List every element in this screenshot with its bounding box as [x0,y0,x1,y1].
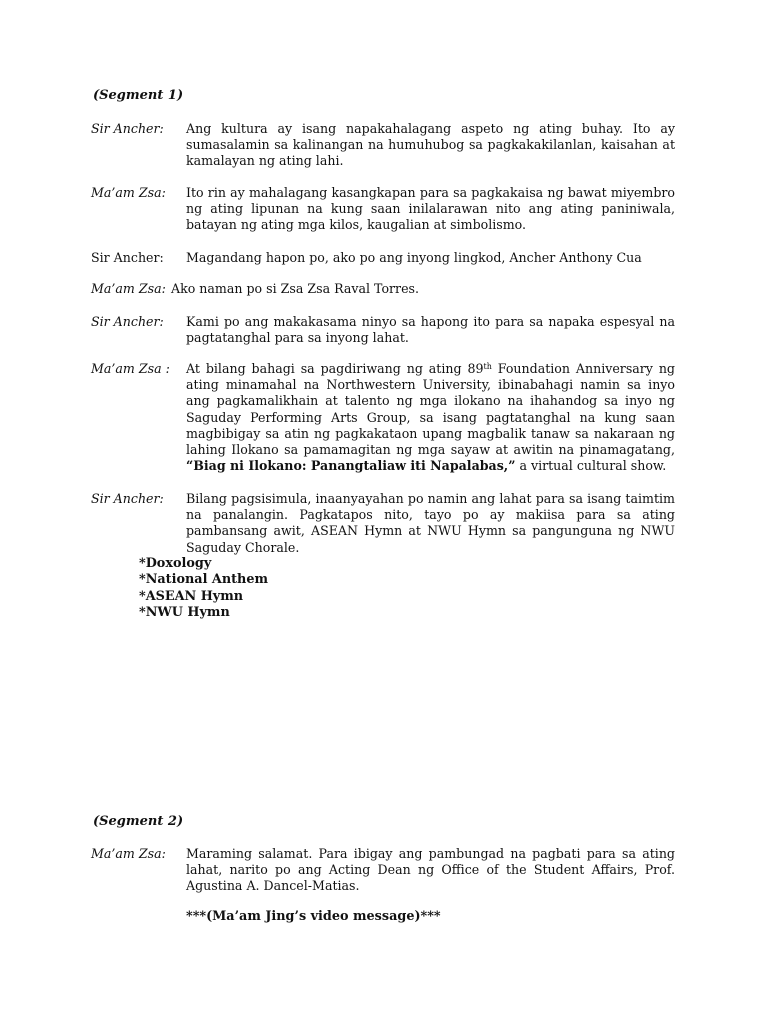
dialogue-entry [91,281,675,298]
anthem-item: *ASEAN Hymn [139,588,244,604]
speaker-label: Sir Ancher: [91,491,164,506]
anthem-list [139,556,268,622]
dialogue-entry [91,250,675,266]
speaker-label: Sir Ancher: [91,121,164,136]
ordinal-suffix: th [483,362,492,371]
dialogue-entry [91,361,675,474]
dialogue-text: Ang kultura ay isang napakahalagang aspeto ng ating buhay. Ito ay sumasalamin sa kalinangan na humuhubog sa pagkakakilanlan, kaisahan at kamalayan ng ating lahi. [186,121,675,169]
dialogue-text: Ako naman po si Zsa Zsa Raval Torres. [171,281,419,296]
dialogue-entry [91,491,675,556]
anthem-item: *NWU Hymn [139,605,230,621]
speaker-label: Ma’am Zsa : [91,361,170,376]
dialogue-text: Bilang pagsisimula, inaanyayahan po namin ang lahat para sa isang taimtim na panalangin. Pagkatapos nito, tayo po ay makiisa para sa ating pambansang awit, ASEAN Hymn at NWU Hymn sa pangunguna ng NWU Saguday Chorale. [186,491,675,555]
segment-2-heading: (Segment 2) [93,814,184,829]
speaker-label: Sir Ancher: [91,314,164,329]
speaker-label: Ma’am Zsa: [91,281,166,296]
dialogue-text-part: Foundation Anniversary ng ating minamahal na Northwestern University, ibinabahagi namin sa inyo ang pagkamalikhain at talento ng mga ilokano na ihahandog sa inyo ng Saguday Performing Arts Group, sa isang pagtatanghal na kung saan magbibigay sa atin ng pagkakataon upang magbalik tanaw sa nakaraan ng lahing Ilokano sa pamamagitan ng mga sayaw at awitin na pinamagatang, [186,361,675,458]
dialogue-text: Magandang hapon po, ako po ang inyong lingkod, Ancher Anthony Cua [186,250,642,265]
dialogue-text: Kami po ang makakasama ninyo sa hapong ito para sa napaka espesyal na pagtatanghal para sa inyong lahat. [186,314,675,346]
dialogue-text [186,361,675,474]
speaker-label: Ma’am Zsa: [91,846,166,861]
anthem-item: *Doxology [139,556,212,571]
dialogue-entry [91,185,675,234]
dialogue-text-part: At bilang bahagi sa pagdiriwang ng ating 89 [186,361,484,376]
video-message-note: ***(Ma’am Jing’s video message)*** [186,909,441,924]
anthem-item: *National Anthem [139,572,269,588]
show-title: “Biag ni Ilokano: Panangtaliaw iti Napalabas,” [186,458,516,474]
dialogue-text-part: a virtual cultural show. [515,458,667,474]
segment-1-heading: (Segment 1) [93,88,184,103]
dialogue-entry [91,314,675,346]
dialogue-entry [91,121,675,170]
dialogue-text: Ito rin ay mahalagang kasangkapan para sa pagkakaisa ng bawat miyembro ng ating lipunan na kung saan inilalarawan nito ang ating paniniwala, batayan ng ating mga kilos, kaugalian at simbolismo. [186,185,675,233]
speaker-label: Sir Ancher: [91,250,164,265]
speaker-label: Ma’am Zsa: [91,185,166,200]
dialogue-text: Maraming salamat. Para ibigay ang pambungad na pagbati para sa ating lahat, narito po ang Acting Dean ng Office of the Student Affairs, Prof. Agustina A. Dancel-Matias. [186,846,675,894]
dialogue-entry [91,846,675,895]
